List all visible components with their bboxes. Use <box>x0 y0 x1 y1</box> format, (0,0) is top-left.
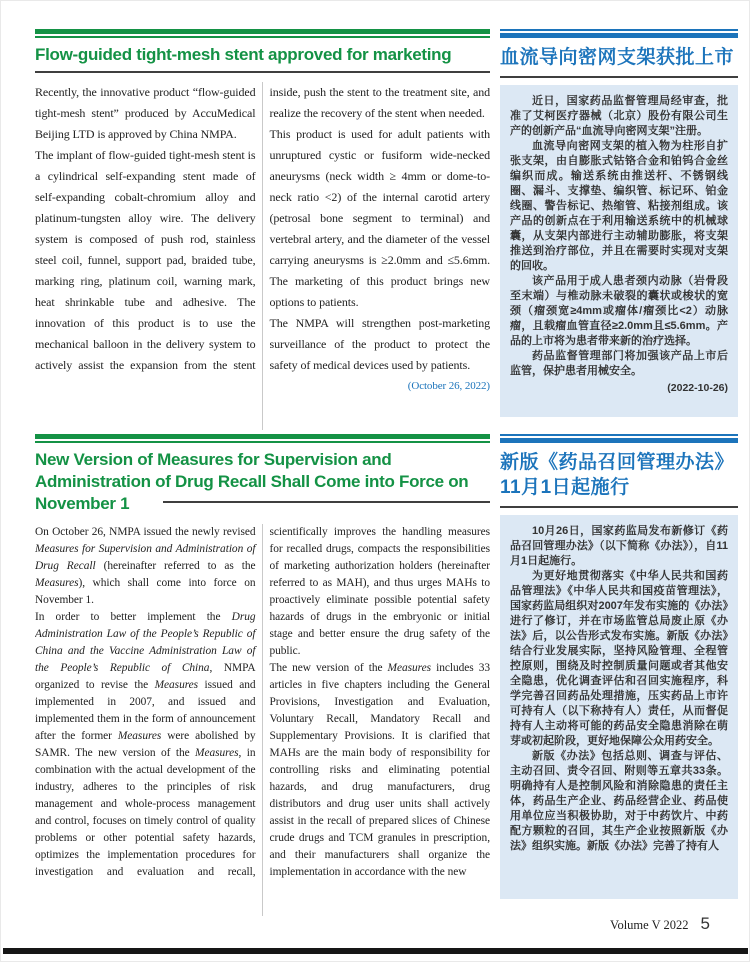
publish-date: (October 26, 2022) <box>407 380 490 392</box>
article-recall-en <box>35 434 490 916</box>
page-number: 5 <box>700 914 710 933</box>
bottom-bar <box>3 948 748 954</box>
blue-double-rule <box>500 29 738 38</box>
title-tail-rule <box>163 501 490 503</box>
cn-article-box <box>500 515 738 899</box>
paragraph: In order to better implement the Drug Administration Law of the People’s Republic of China and the Vaccine Administration Law of the People’s Republic of China, NMPA organized to revise the Measures issued and implemented in 2007, and issued and implemented them in the form of announcement after the former Measures were abolished by SAMR. The new version of the Measures, in combination with the actual development of the industry, adheres to the principles of risk management and whole-process management and control, focuses on timely control of quality problems or other potential safety hazards, optimizes the implementation procedures for investigation and evaluation and recall, scientifically improves the handling measures for recalled drugs, compacts the responsibilities of marketing authorization holders (hereinafter referred to as MAH), and thus urges MAHs to proactively eliminate possible potential safety hazards of drugs in the embryonic or initial stage and better ensure the drug safety of the public. <box>35 526 490 878</box>
paragraph: 新版《办法》包括总则、调查与评估、主动召回、责令召回、附则等五章共33条。明确持有人是控制风险和消除隐患的责任主体，药品生产企业、药品经营企业、药品使用单位应当积极协助，对于中药饮片、中药配方颗粒的召回，其生产企业按照新版《办法》组织实施。新版《办法》完善了持有人 <box>510 750 728 852</box>
article-stent-cn <box>500 29 738 417</box>
article-title-cn: 新版《药品召回管理办法》11月1日起施行 <box>500 452 735 498</box>
article-body <box>35 524 490 916</box>
volume-label: Volume V 2022 <box>610 918 689 932</box>
paragraph: 10月26日，国家药监局发布新修订《药品召回管理办法》（以下简称《办法》），自11月1日起施行。 <box>510 525 728 567</box>
title-rule <box>35 71 490 73</box>
blue-double-rule <box>500 434 738 443</box>
publish-date: (2022-10-26) <box>667 382 728 394</box>
paragraph: 该产品用于成人患者颈内动脉（岩骨段至末端）与椎动脉未破裂的囊状或梭状的宽颈（瘤颈宽≥4mm或瘤体/瘤颈比<2）动脉瘤，且载瘤血管直径≥2.0mm且≤5.6mm。产品的上市将为患者带来新的治疗选择。 <box>510 275 728 347</box>
title-rule <box>500 76 738 78</box>
paragraph: 为更好地贯彻落实《中华人民共和国药品管理法》《中华人民共和国疫苗管理法》，国家药监局组织对2007年发布实施的《办法》进行了修订，并在市场监管总局废止原《办法》后，以公告形式发布实施。新版《办法》结合行业发展实际，坚持风险管理、全程管控原则，围绕及时控制质量问题或者其他安全隐患，优化调查评估和召回实施程序，科学完善召回药品处理措施，压实药品上市许可持有人（以下称持有人）责任，从而督促持有人主动将可能的药品安全隐患消除在萌芽或初起阶段，更好地保障公众用药安全。 <box>510 570 728 747</box>
article-title: New Version of Measures for Supervision and Administration of Drug Recall Shall Come into Force on November 1 <box>35 450 469 513</box>
cn-article-box <box>500 85 738 417</box>
article-title-wrap <box>35 449 490 515</box>
article-stent-en <box>35 29 490 430</box>
paragraph-list <box>35 82 490 397</box>
article-body <box>35 82 490 430</box>
article-title-cn: 血流导向密网支架获批上市 <box>500 47 735 68</box>
paragraph: 近日，国家药品监督管理局经审查，批准了艾柯医疗器械（北京）股份有限公司生产的创新产品“血流导向密网支架”注册。 <box>510 95 728 137</box>
paragraph: The new version of the Measures includes 33 articles in five chapters including the General Provisions, Investigation and Evaluation, Voluntary Recall, Mandatory Recall and Supplementary Provisions. It is clarified that MAHs are the main body of responsibility for controlling risks and eliminating potential hazards, and drug manufacturers, drug distributors and drug user units shall actively assist in the recall of prepared slices of Chinese crude drugs and TCM granules in prescription, and their manufacturers shall organize the implementation in accordance with the new <box>269 662 490 878</box>
paragraph: 药品监督管理部门将加强该产品上市后监管，保护患者用械安全。 <box>510 350 728 377</box>
paragraph: This product is used for adult patients with unruptured cystic or fusiform wide-necked aneurysms (neck width ≥ 4mm or dome-to-neck ratio <2) of the internal carotid artery (petrosal bone segment to terminal) and vertebral artery, and the diameter of the vessel carrying aneurysms is ≥2.0mm and ≤5.6mm. The marketing of this product brings new options to patients. <box>269 127 490 309</box>
green-double-rule <box>35 29 490 38</box>
paragraph: On October 26, NMPA issued the newly revised Measures for Supervision and Administration of Drug Recall (hereinafter referred to as the Measures), which shall come into force on November 1. <box>35 526 256 606</box>
paragraph-list <box>510 94 728 379</box>
paragraph: Recently, the innovative product “flow-guided tight-mesh stent” produced by AccuMedical Beijing LTD is approved by China NMPA. <box>35 85 256 141</box>
paragraph: 血流导向密网支架的植入物为柱形自扩张支架，由自膨胀式钴铬合金和铂钨合金丝编织而成。输送系统由推送杆、不锈钢线圈、漏斗、支撑垫、编织管、标记环、铂金线圈、警告标记、热缩管、粘接剂组成。该产品的创新点在于利用输送系统中的机械球囊，从支架内部进行主动辅助膨胀，将支架推送到治疗部位，并且在需要时实现对支架的回收。 <box>510 140 728 272</box>
title-rule <box>500 506 738 508</box>
paragraph-list <box>510 524 728 854</box>
paragraph: The implant of flow-guided tight-mesh stent is a cylindrical self-expanding stent made of self-expanding cobalt-chromium alloy and platinum-tungsten alloy wire. The delivery system is composed of push rod, stainless steel coil, funnel, support pad, braided tube, marking ring, platinum coil, warning mark, heat shrinkable tube and adhesive. The innovation of this product is to use the mechanical balloon in the delivery system to actively assist the expansion from the stent inside, push the stent to the treatment site, and realize the recovery of the stent when needed. <box>35 85 490 372</box>
paragraph: The NMPA will strengthen post-marketing surveillance of the product to protect the safety of medical devices used by patients. <box>269 316 490 372</box>
article-recall-cn <box>500 434 738 899</box>
green-double-rule <box>35 434 490 443</box>
article-title: Flow-guided tight-mesh stent approved for marketing <box>35 45 452 64</box>
page-footer <box>610 914 710 934</box>
paragraph-list <box>35 524 490 881</box>
